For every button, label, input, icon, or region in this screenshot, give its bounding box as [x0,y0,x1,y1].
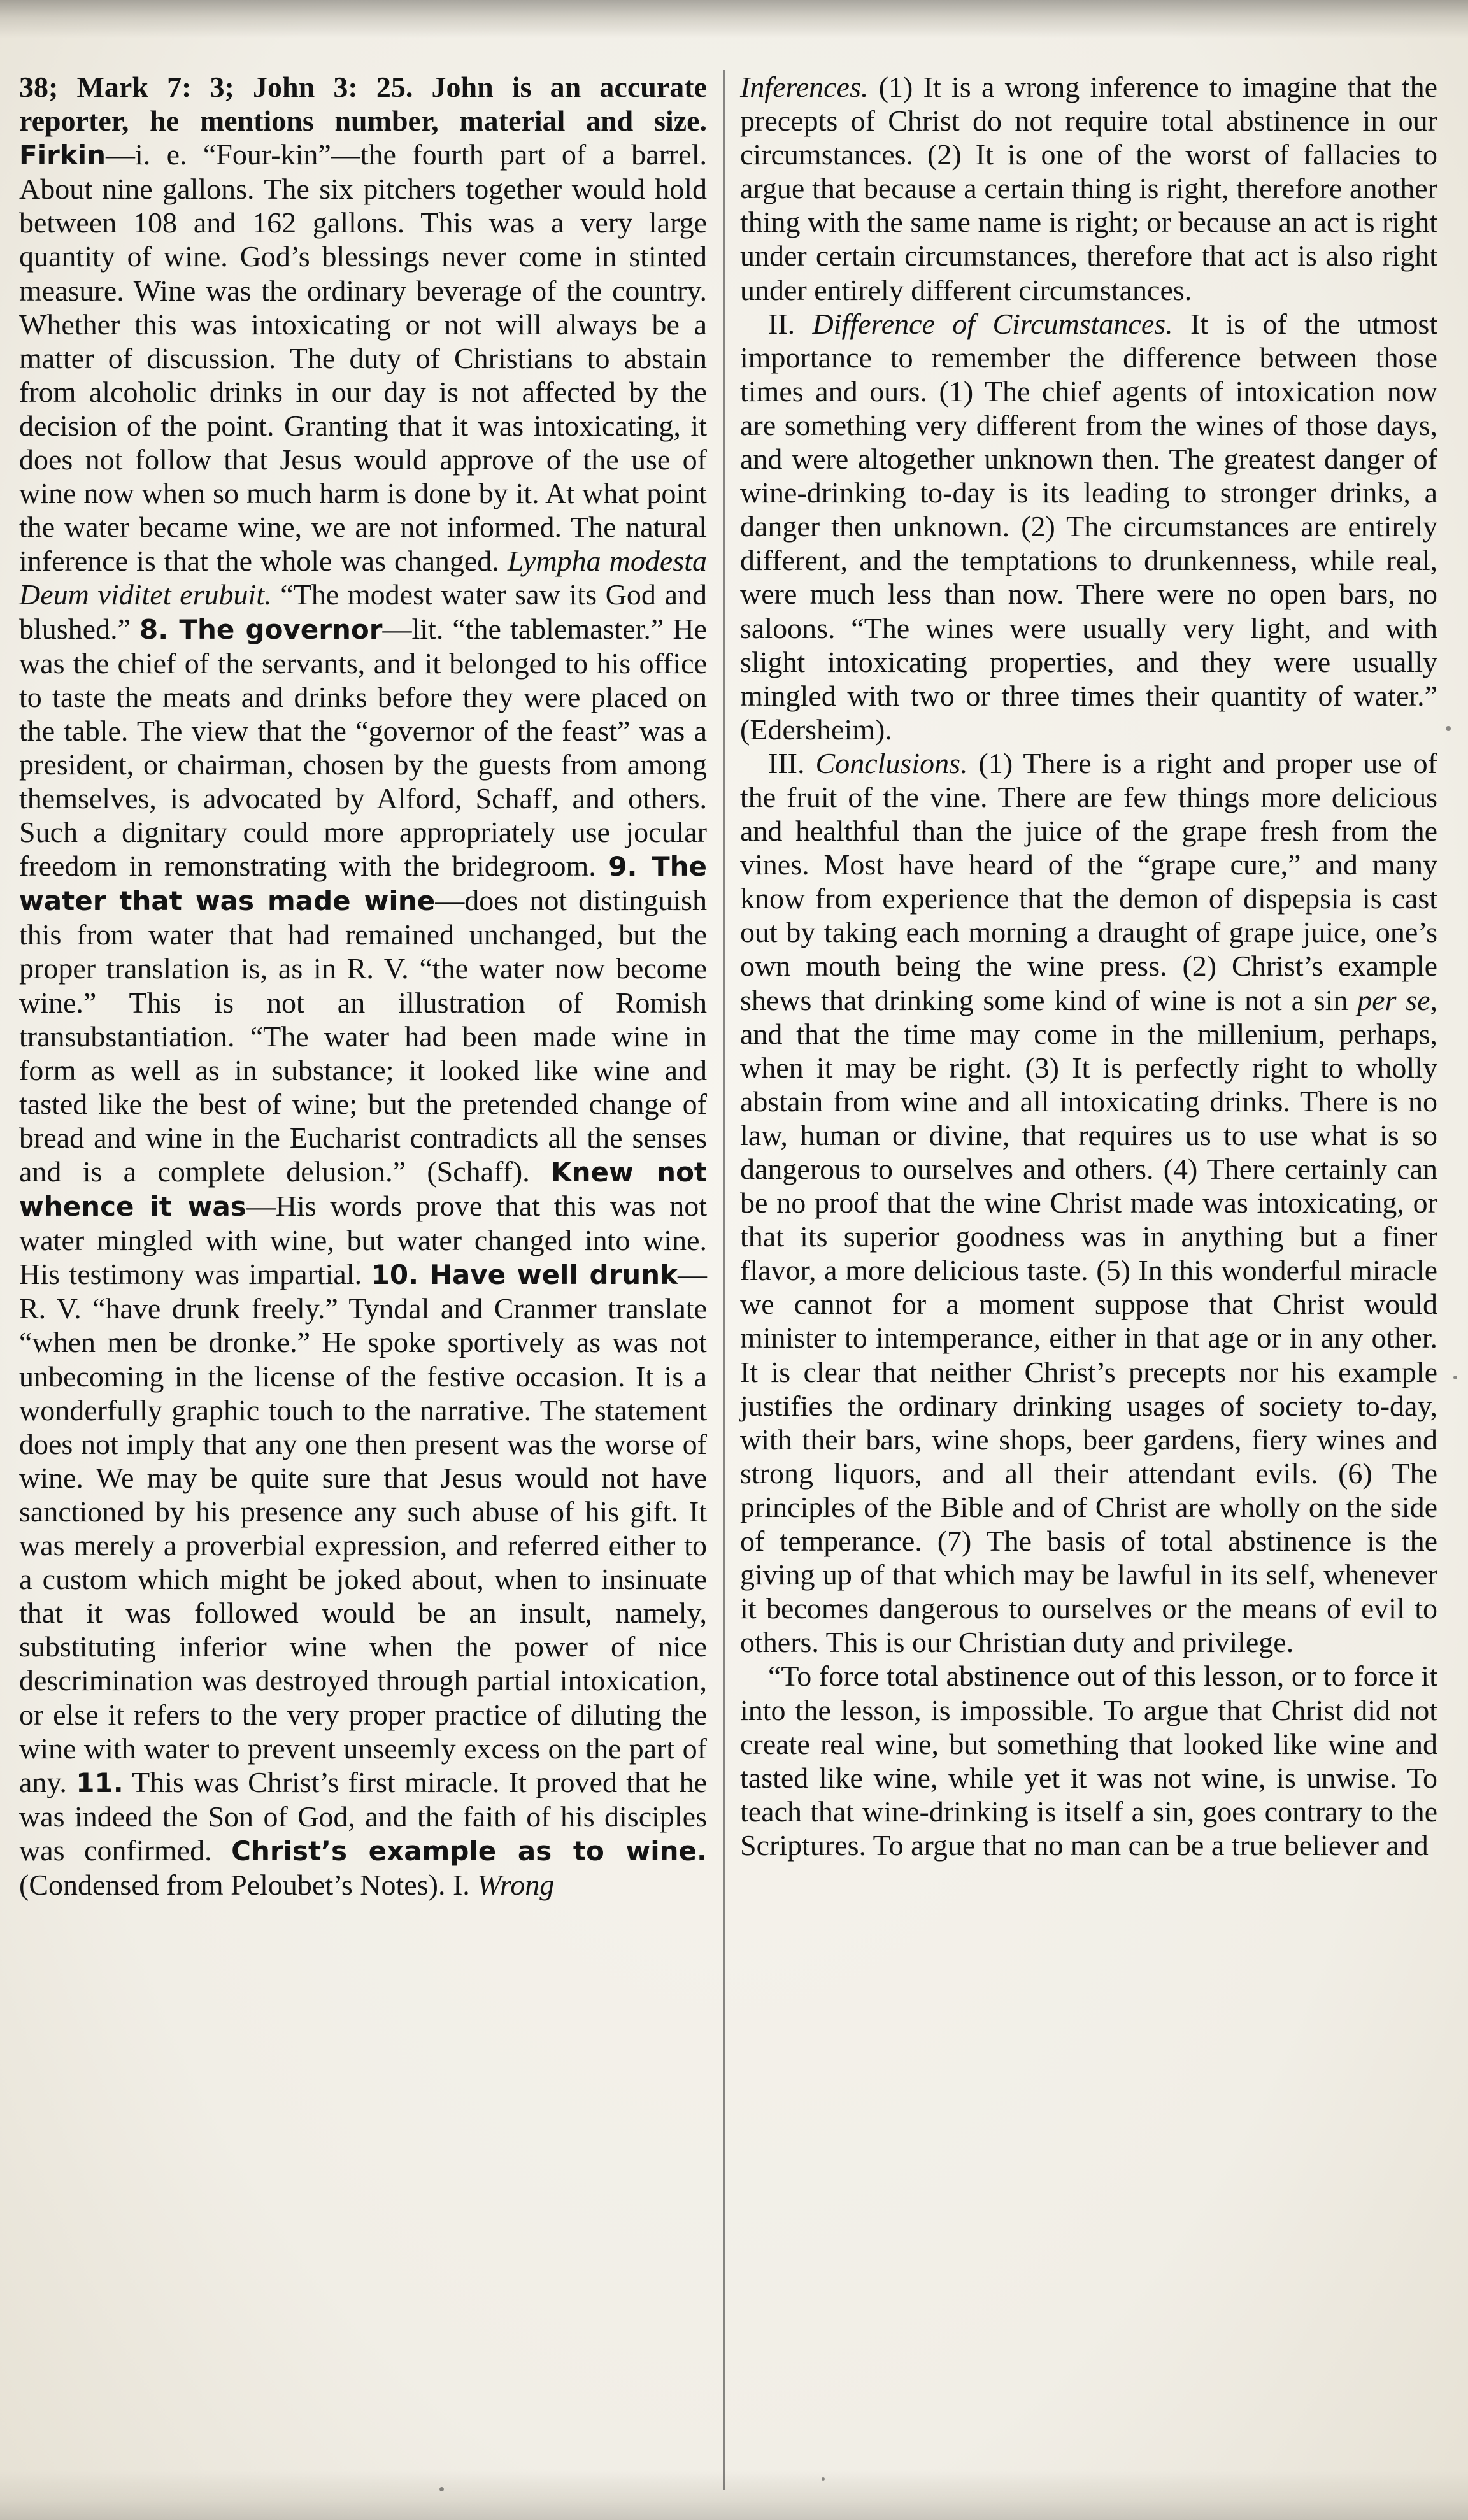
ink-speck [822,2477,825,2481]
section-3-paragraph [740,746,1437,1660]
knew-not-text: —His words prove that this was not water mingled with wine, but water changed into wine. His testimony was impartial. [19,1190,708,1291]
item-9-text: —does not distinguish this from water that had remained unchanged, but the proper translation is, as in R. V. “the water now become wine.” This is not an illustration of Romish transubstantiation. “The water had been made wine in form as well as in substance; it looked like wine and tasted like the best of wine; but the pretended change of bread and wine in the Eucharist contradicts all the senses and is a complete delusion.” (Schaff). [19,884,708,1188]
column-divider [723,70,725,2490]
item-9-heading: 9. The water that was made wine [19,851,708,917]
left-column [19,70,707,2484]
quote-paragraph [740,1659,1437,1862]
scripture-references: 38; Mark 7: 3; John 3: 25. John is an accurate reporter, he mentions number, material and size. [19,71,707,138]
item-8-text: —lit. “the tablemaster.” He was the chief of the servants, and it belonged to his office to taste the meats and drinks before they were placed on the table. The view that the “governor of the feast” was a president, or chairman, chosen by the guests from among themselves, is advocated by Alford, Schaff, and others. Such a dignitary could more appropriately use jocular freedom in remonstrating with the bridegroom. [19,612,708,883]
modest-water-quote: “The modest water saw its God and blushed.” [19,578,707,645]
page-top-edge-shadow [0,0,1468,38]
section-2-number: II. [768,307,795,340]
item-8-heading: 8. The governor [139,613,383,645]
christs-example-source: (Condensed from Peloubet’s Notes). [19,1868,446,1901]
item-11-heading: 11. [76,1767,124,1798]
section-1-paragraph [740,70,1437,307]
item-10-text: —R. V. “have drunk freely.” Tyndal and Cranmer translate “when men be dronke.” He spoke sportively as was not unbecoming in the license of the festive occasion. It is a wonderfully graphic touch to the narrative. The statement does not imply that any one then present was the worse of wine. We may be quite sure that Jesus would not have sanctioned by his presence any such abuse of his gift. It was merely a proverbial expression, and referred either to a custom which might be joked about, when to insinuate that it was followed would be an insult, namely, substituting inferior wine when the power of nice descrimination was destroyed through partial intoxication, or else it refers to the very proper practice of diluting the wine with water to prevent unseemly excess on the part of any. [19,1258,708,1798]
item-10-heading: 10. Have well drunk [371,1259,678,1291]
section-3-text-continued: and that the time may come in the millenium, perhaps, when it may be right. (3) It is perfectly right to wholly abstain from wine and all intoxicating drinks. There is no law, human or divine, that requires us to use what is so dangerous to ourselves and others. (4) There certainly can be no proof that the wine Christ made was intoxicating, or that its superior goodness was in anything but a finer flavor, a more delicious taste. (5) In this wonderful miracle we cannot for a moment suppose that Christ would minister to intemperance, either in that age or in any other. It is clear that neither Christ’s precepts nor his example justifies the ordinary drinking usages of society to-day, with their bars, wine shops, beer gardens, fiery wines and strong liquors, and all their attendant evils. (6) The principles of the Bible and of Christ are wholly on the side of temperance. (7) The basis of total abstinence is the giving up of that which may be lawful in its self, whenever it becomes dangerous to ourselves or the means of evil to others. This is our Christian duty and privilege. [740,1017,1437,1659]
item-11-text: This was Christ’s first miracle. It proved that he was indeed the Son of God, and the faith of his disciples was confirmed. [19,1765,707,1867]
knew-not-heading: Knew not whence it was [19,1157,708,1223]
section-3-text: (1) There is a right and proper use of the fruit of the vine. There are few things more delicious and healthful than the juice of the grape fresh from the vines. Most have heard of the “grape cure,” and many know from experience that the demon of dispepsia is cast out by taking each morning a draught of grape juice, one’s own mouth being the wine press. (2) Christ’s example shews that drinking some kind of wine is not a sin [740,746,1437,1016]
section-1-title-start: Wrong [477,1868,555,1901]
section-1-text: (1) It is a wrong inference to imagine that the precepts of Christ do not require total abstinence in our circumstances. (2) It is one of the worst of fallacies to argue that because a certain thing is right, therefore another thing with the same name is right; or because an act is right under certain circumstances, therefore that act is also right under entirely different circumstances. [740,71,1438,306]
section-3-number: III. [768,746,805,779]
left-column-text [19,70,707,1902]
section-1-number: I. [452,1868,470,1901]
section-3-title: Conclusions. [815,746,968,779]
latin-quote: Lympha modesta Deum viditet erubuit. [19,545,708,611]
right-column [740,70,1437,2484]
ink-speck [1453,1376,1457,1379]
firkin-text: —i. e. “Four-kin”—the fourth part of a barrel. About nine gallons. The six pitchers together would hold between 108 and 162 gallons. This was a very large quantity of wine. God’s blessings never come in stinted measure. Wine was the ordinary beverage of the country. Whether this was intoxicating or not will always be a matter of discussion. The duty of Christians to abstain from alcoholic drinks in our day is not affected by the decision of the point. Granting that it was intoxicating, it does not follow that Jesus would approve of the use of wine now when so much harm is done by it. At what point the water became wine, we are not informed. The natural inference is that the whole was changed. [19,138,707,578]
section-1-title-end: Inferences. [740,71,869,103]
christs-example-heading: Christ’s example as to wine. [231,1835,707,1867]
firkin-heading: Firkin [19,139,106,171]
section-2-text: It is of the utmost importance to remember the difference between those times and ours. (1) The chief agents of intoxication now are something very different from the wines of those days, and were altogether unknown then. The greatest danger of wine-drinking to-day is its leading to stronger drinks, a danger then unknown. (2) The circumstances are entirely different, and the temptations to drunkenness, while real, were much less than now. There were no open bars, no saloons. “The wines were usually very light, and with slight intoxicating properties, and they were usually mingled with two or three times their quantity of water.” (Edersheim). [740,307,1438,746]
closing-quote-text: “To force total abstinence out of this lesson, or to force it into the lesson, is impossible. To argue that Christ did not create real wine, but something that looked like wine and tasted like wine, while yet it was not wine, is unwise. To teach that wine-drinking is itself a sin, goes contrary to the Scriptures. To argue that no man can be a true believer and [740,1660,1437,1862]
ink-speck [1446,726,1451,731]
section-2-paragraph [740,307,1437,746]
section-2-title: Difference of Circumstances. [812,307,1173,340]
ink-speck [439,2487,444,2491]
per-se-phrase: per se, [1357,983,1437,1016]
